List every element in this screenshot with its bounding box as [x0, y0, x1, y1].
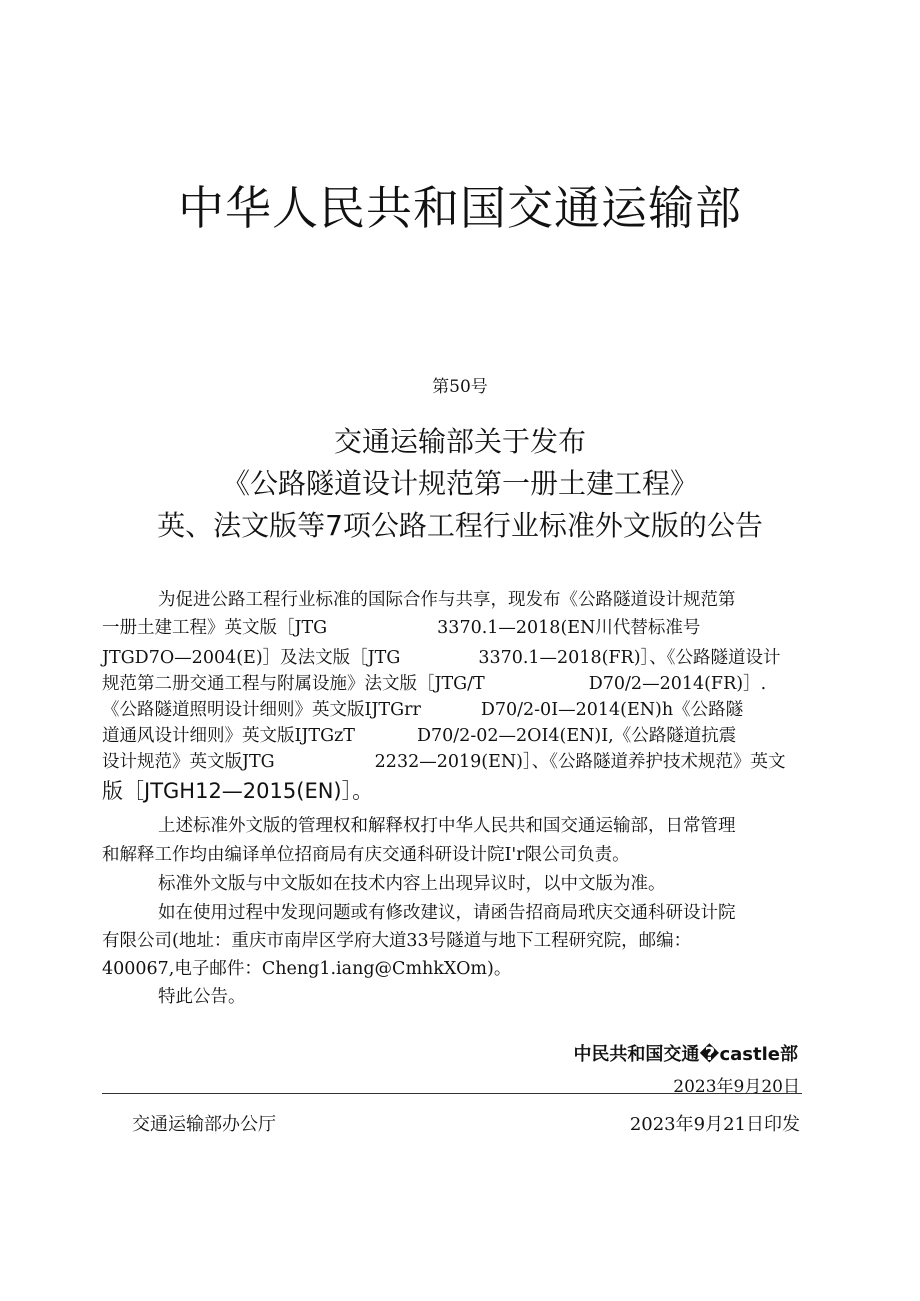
para1-line4 — [102, 670, 766, 695]
para1-line6-b: D70/2-02—2OI4(EN)I,《公路隧道抗震 — [416, 726, 737, 746]
para1-line2-b: 3370.1—2018(EN川代替标准号 — [437, 618, 701, 638]
title-line-1: 交通运输部关于发布 — [333, 425, 586, 458]
signature-date: 2023年9月20日 — [673, 1077, 800, 1097]
issuing-authority: 中华人民共和国交通运输部 — [178, 181, 742, 235]
title-line-3: 英、法文版等7项公路工程行业标准外文版的公告 — [157, 509, 763, 542]
para1-line3-b: 3370.1—2018(FR)］、《公路隧道设计 — [478, 648, 781, 668]
para1-line7 — [102, 748, 786, 773]
para1-line6-a: 道通风设计细则》英文版IJTGzT — [102, 726, 355, 746]
para1-line8: 版［JTGH12—2015(EN)］。 — [102, 779, 374, 803]
para1-line7-a: 设计规范》英文版JTG — [102, 752, 275, 772]
para1-line5 — [102, 696, 743, 721]
title-line-2: 《公路隧道设计规范第一册土建工程》 — [221, 467, 698, 500]
para5-closing: 特此公告。 — [158, 987, 246, 1007]
para1-line5-a: 《公路隧道照明设计细则》英文版IJTGrr — [102, 700, 421, 720]
para4-line3: 400067,电子邮件：Cheng1.iang@CmhkXOm)。 — [102, 959, 512, 979]
para1-line2 — [102, 614, 700, 639]
para4-line1: 如在使用过程中发现问题或有修改建议，请函告招商局玳庆交通科研设计院 — [158, 903, 736, 923]
announcement-number: 第50号 — [432, 377, 488, 397]
para1-line3 — [102, 644, 781, 669]
signature-org: 中民共和国交通�castle部 — [573, 1044, 798, 1065]
para1-line4-a: 规范第二册交通工程与附属设施》法文版［JTG/T — [102, 674, 485, 694]
para1-line7-b: 2232—2019(EN)］、《公路隧道养护技术规范》英文 — [374, 752, 786, 772]
para3: 标准外文版与中文版如在技术内容上出现异议时，以中文版为准。 — [158, 874, 666, 894]
issuing-office: 交通运输部办公厅 — [132, 1114, 276, 1135]
para4-line2: 有限公司(地址：重庆市南岸区学府大道33号隧道与地下工程研究院，邮编： — [102, 931, 692, 951]
para1-line6 — [102, 722, 736, 747]
para1-line1: 为促进公路工程行业标准的国际合作与共享，现发布《公路隧道设计规范第 — [158, 590, 736, 610]
para1-line3-a: JTGD7O—2004(E)］及法文版［JTG — [102, 648, 401, 668]
para2-line2: 和解释工作均由编译单位招商局有庆交通科研设计院I'r限公司负责。 — [102, 845, 630, 865]
para1-line5-b: D70/2-0I—2014(EN)h《公路隧 — [480, 700, 744, 720]
para1-line4-b: D70/2—2014(FR)］. — [588, 674, 767, 694]
print-date: 2023年9月21日印发 — [629, 1114, 800, 1135]
para1-line2-a: 一册土建工程》英文版［JTG — [102, 618, 328, 638]
para2-line1: 上述标准外文版的管理权和解释权打中华人民共和国交通运输部，日常管理 — [158, 816, 736, 836]
footer-divider — [102, 1093, 802, 1094]
